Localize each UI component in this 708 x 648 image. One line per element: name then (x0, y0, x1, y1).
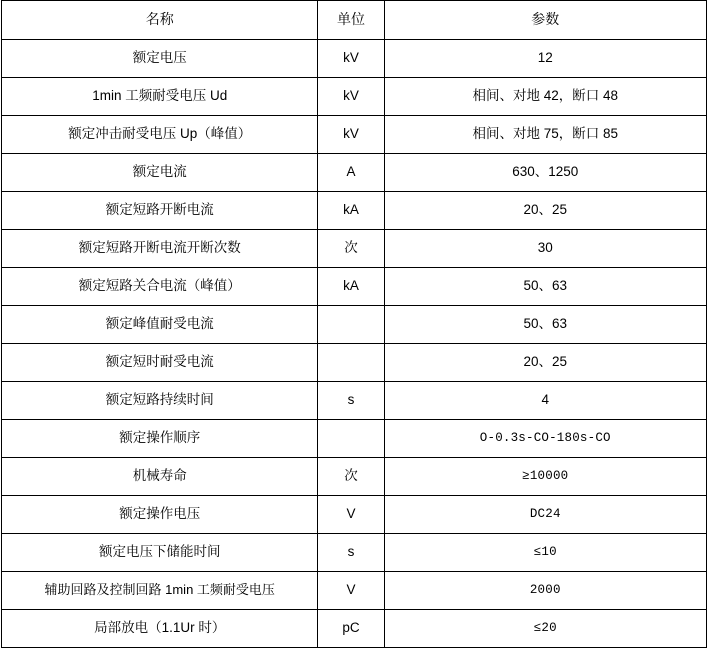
table-row (2, 78, 707, 116)
cell-name (2, 382, 318, 420)
cell-param-label: 20、25 (523, 202, 568, 218)
column-header-unit (318, 1, 384, 40)
cell-unit (318, 154, 384, 192)
table-row (2, 534, 707, 572)
table-row (2, 382, 707, 420)
cell-name-label: 额定操作电压 (119, 506, 201, 522)
table-row (2, 496, 707, 534)
table-body (2, 1, 707, 648)
cell-param-label: 30 (537, 240, 553, 256)
cell-unit (318, 116, 384, 154)
cell-param-label: 630、1250 (512, 164, 579, 180)
cell-param-label: 50、63 (523, 316, 568, 332)
cell-unit (318, 458, 384, 496)
table-row (2, 572, 707, 610)
cell-unit-label: kV (343, 88, 359, 104)
table-row (2, 420, 707, 458)
cell-param-label: 2000 (529, 582, 561, 597)
cell-name (2, 458, 318, 496)
cell-unit-label: 次 (344, 240, 358, 256)
cell-unit (318, 496, 384, 534)
cell-unit (318, 230, 384, 268)
cell-unit-label: V (346, 582, 356, 598)
cell-name (2, 192, 318, 230)
cell-param-label: 12 (537, 50, 553, 66)
cell-name-label: 1min 工频耐受电压 Ud (92, 88, 228, 104)
cell-name-label: 机械寿命 (132, 468, 187, 484)
table-row (2, 458, 707, 496)
cell-unit (318, 610, 384, 648)
cell-name (2, 534, 318, 572)
table-row (2, 268, 707, 306)
cell-param (384, 610, 706, 648)
cell-unit (318, 534, 384, 572)
cell-param-label: ≥10000 (522, 468, 569, 483)
cell-param (384, 306, 706, 344)
cell-name-label: 额定操作顺序 (119, 430, 201, 446)
cell-param-label: 相间、对地 42，断口 48 (472, 88, 619, 104)
cell-name-label: 额定短时耐受电流 (105, 354, 214, 370)
cell-param (384, 78, 706, 116)
cell-param-label: ≤10 (533, 544, 557, 559)
cell-name-label: 额定短路开断电流开断次数 (78, 240, 241, 256)
cell-name-label: 额定电流 (132, 164, 187, 180)
cell-unit-label: kA (343, 278, 359, 294)
cell-param-label: ≤20 (533, 620, 557, 635)
cell-name-label: 额定电压 (132, 50, 187, 66)
cell-unit (318, 192, 384, 230)
cell-param-label: 相间、对地 75，断口 85 (472, 126, 619, 142)
column-header-param (384, 1, 706, 40)
table-header-row (2, 1, 707, 40)
cell-name (2, 268, 318, 306)
cell-name (2, 572, 318, 610)
cell-param (384, 534, 706, 572)
table-row (2, 344, 707, 382)
cell-param (384, 458, 706, 496)
cell-name-label: 额定冲击耐受电压 Up（峰值） (68, 126, 252, 142)
cell-unit-label: s (347, 544, 355, 560)
cell-param-label: 4 (541, 392, 550, 408)
cell-param-label: 50、63 (523, 278, 568, 294)
cell-unit (318, 78, 384, 116)
cell-unit (318, 344, 384, 382)
cell-unit (318, 306, 384, 344)
cell-param (384, 344, 706, 382)
cell-param (384, 154, 706, 192)
specification-table (1, 0, 707, 648)
cell-unit-label: A (346, 164, 356, 180)
table-row (2, 192, 707, 230)
table-row (2, 230, 707, 268)
cell-unit-label: kA (343, 202, 359, 218)
column-header-name-label: 名称 (145, 11, 174, 28)
cell-name (2, 78, 318, 116)
cell-unit-label: kV (343, 50, 359, 66)
cell-name-label: 额定短路关合电流（峰值） (78, 278, 241, 294)
cell-name (2, 496, 318, 534)
cell-unit-label: 次 (344, 468, 358, 484)
cell-param-label: DC24 (529, 506, 561, 521)
table-row (2, 610, 707, 648)
cell-name (2, 610, 318, 648)
cell-name (2, 154, 318, 192)
cell-param-label: O-0.3s-CO-180s-CO (479, 430, 611, 445)
cell-param (384, 382, 706, 420)
cell-param (384, 572, 706, 610)
column-header-unit-label: 单位 (336, 11, 365, 28)
cell-param (384, 496, 706, 534)
cell-name-label: 辅助回路及控制回路 1min 工频耐受电压 (44, 582, 275, 598)
cell-name-label: 额定短路开断电流 (105, 202, 214, 218)
cell-name-label: 额定电压下储能时间 (98, 544, 221, 560)
cell-param (384, 40, 706, 78)
cell-unit (318, 40, 384, 78)
cell-name (2, 230, 318, 268)
cell-param (384, 192, 706, 230)
cell-unit (318, 382, 384, 420)
table-row (2, 154, 707, 192)
table-row (2, 306, 707, 344)
cell-unit (318, 268, 384, 306)
cell-unit-label: s (347, 392, 355, 408)
cell-param (384, 116, 706, 154)
cell-name-label: 局部放电（1.1Ur 时） (94, 620, 226, 636)
cell-name (2, 306, 318, 344)
table-row (2, 116, 707, 154)
table-row (2, 40, 707, 78)
cell-name (2, 116, 318, 154)
cell-name (2, 344, 318, 382)
cell-unit-label: V (346, 506, 356, 522)
cell-name-label: 额定短路持续时间 (105, 392, 214, 408)
cell-unit-label: pC (342, 620, 360, 636)
cell-param (384, 420, 706, 458)
cell-name (2, 40, 318, 78)
cell-param-label: 20、25 (523, 354, 568, 370)
cell-param (384, 268, 706, 306)
column-header-name (2, 1, 318, 40)
cell-param (384, 230, 706, 268)
cell-name (2, 420, 318, 458)
column-header-param-label: 参数 (531, 11, 560, 28)
cell-unit (318, 572, 384, 610)
cell-unit-label: kV (343, 126, 359, 142)
cell-unit (318, 420, 384, 458)
cell-name-label: 额定峰值耐受电流 (105, 316, 214, 332)
